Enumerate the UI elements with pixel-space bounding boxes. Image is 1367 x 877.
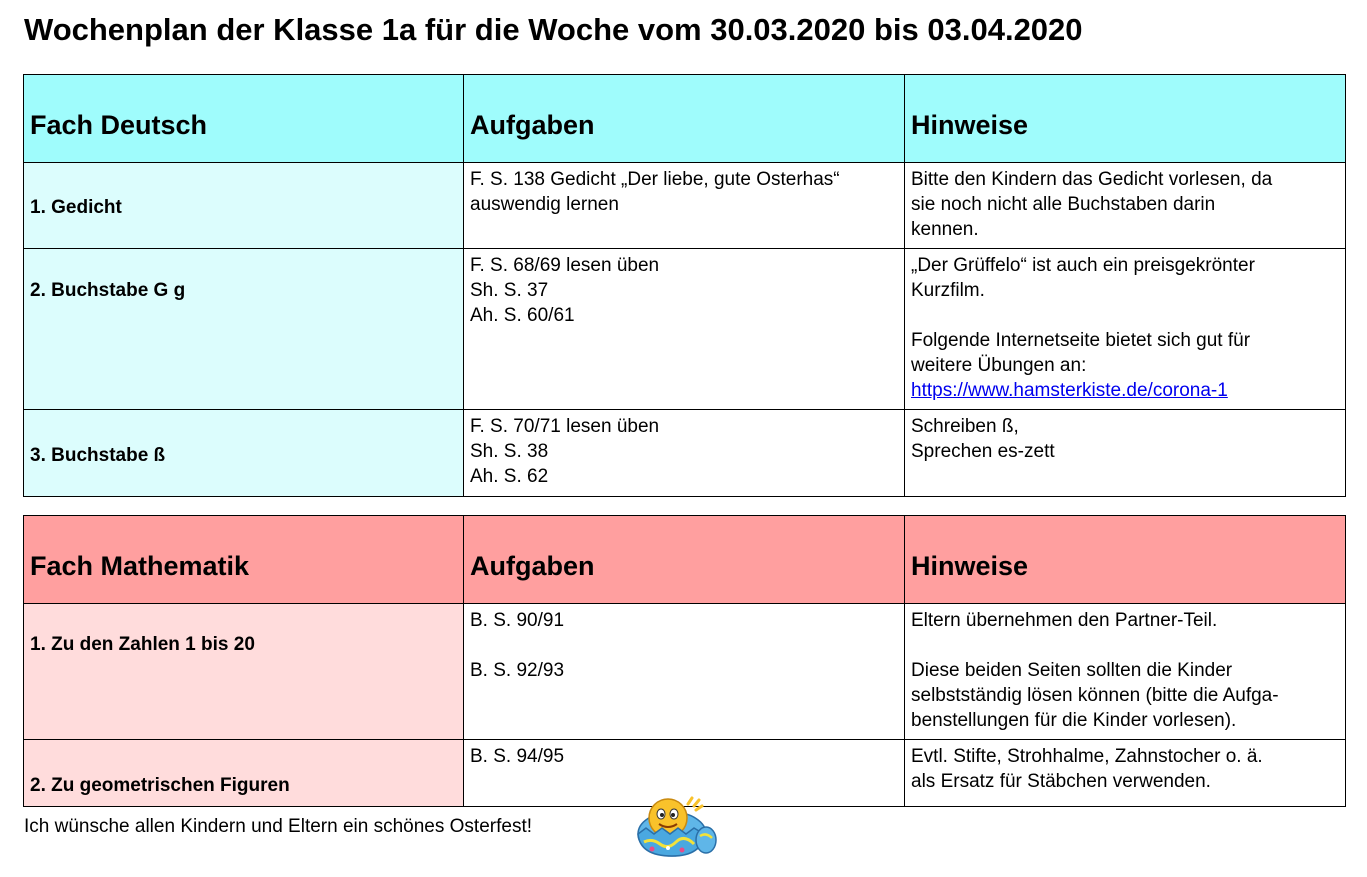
page-title: Wochenplan der Klasse 1a für die Woche vom 30.03.2020 bis 03.04.2020 (24, 12, 1083, 47)
header-fach: Fach Deutsch (24, 75, 464, 163)
aufgaben-cell (464, 410, 905, 497)
blank-line (470, 633, 898, 658)
aufgaben-line: Ah. S. 60/61 (470, 305, 575, 326)
hinweise-line: Evtl. Stifte, Strohhalme, Zahnstocher o. ä. (911, 746, 1263, 767)
header-aufgaben: Aufgaben (464, 516, 905, 604)
mathe-header-row (24, 516, 1346, 604)
hinweise-line: als Ersatz für Stäbchen verwenden. (911, 771, 1211, 792)
aufgaben-line: Sh. S. 37 (470, 280, 549, 301)
fach-cell: 2. Zu geometrischen Figuren (24, 740, 464, 807)
hinweise-line: Bitte den Kindern das Gedicht vorlesen, da (911, 169, 1273, 190)
aufgaben-line: F. S. 138 Gedicht „Der liebe, gute Osterhas“ (470, 169, 840, 190)
hinweise-cell (905, 249, 1346, 410)
header-aufgaben: Aufgaben (464, 75, 905, 163)
deutsch-table (23, 74, 1346, 497)
aufgaben-line: B. S. 90/91 (470, 610, 565, 631)
fach-cell: 3. Buchstabe ß (24, 410, 464, 497)
footer-text: Ich wünsche allen Kindern und Eltern ein schönes Osterfest! (24, 816, 533, 837)
hinweise-line: benstellungen für die Kinder vorlesen). (911, 710, 1237, 731)
header-hinweise: Hinweise (905, 516, 1346, 604)
aufgaben-cell (464, 249, 905, 410)
aufgaben-line: B. S. 94/95 (470, 746, 565, 767)
hinweise-line: kennen. (911, 219, 979, 240)
aufgaben-line: F. S. 68/69 lesen üben (470, 255, 660, 276)
aufgaben-line: Sh. S. 38 (470, 441, 549, 462)
hinweise-cell (905, 604, 1346, 740)
hinweise-line: Schreiben ß, (911, 416, 1019, 437)
easter-egg-smiley-icon (632, 796, 718, 858)
aufgaben-line: B. S. 92/93 (470, 660, 565, 681)
blank-line (911, 303, 1339, 328)
aufgaben-cell (464, 604, 905, 740)
hinweise-line: Diese beiden Seiten sollten die Kinder (911, 660, 1233, 681)
hinweise-cell (905, 410, 1346, 497)
hinweise-line: sie noch nicht alle Buchstaben darin (911, 194, 1216, 215)
blank-line (911, 633, 1339, 658)
table-row (24, 163, 1346, 249)
header-fach: Fach Mathematik (24, 516, 464, 604)
table-row (24, 604, 1346, 740)
header-hinweise: Hinweise (905, 75, 1346, 163)
table-row (24, 249, 1346, 410)
hinweise-line: Sprechen es-zett (911, 441, 1055, 462)
hamsterkiste-link[interactable]: https://www.hamsterkiste.de/corona-1 (911, 380, 1228, 401)
aufgaben-line: auswendig lernen (470, 194, 619, 215)
hinweise-cell (905, 740, 1346, 807)
deutsch-header-row (24, 75, 1346, 163)
hinweise-line: weitere Übungen an: (911, 355, 1087, 376)
fach-cell: 1. Zu den Zahlen 1 bis 20 (24, 604, 464, 740)
hinweise-line: selbstständig lösen können (bitte die Aufga- (911, 685, 1279, 706)
table-row (24, 410, 1346, 497)
hinweise-line: „Der Grüffelo“ ist auch ein preisgekrönter (911, 255, 1255, 276)
fach-cell: 1. Gedicht (24, 163, 464, 249)
fach-cell: 2. Buchstabe G g (24, 249, 464, 410)
aufgaben-line: F. S. 70/71 lesen üben (470, 416, 660, 437)
hinweise-line: Folgende Internetseite bietet sich gut für (911, 330, 1251, 351)
aufgaben-line: Ah. S. 62 (470, 466, 549, 487)
hinweise-line: Kurzfilm. (911, 280, 985, 301)
aufgaben-cell (464, 163, 905, 249)
hinweise-cell (905, 163, 1346, 249)
mathe-table (23, 515, 1346, 807)
hinweise-line: Eltern übernehmen den Partner-Teil. (911, 610, 1218, 631)
